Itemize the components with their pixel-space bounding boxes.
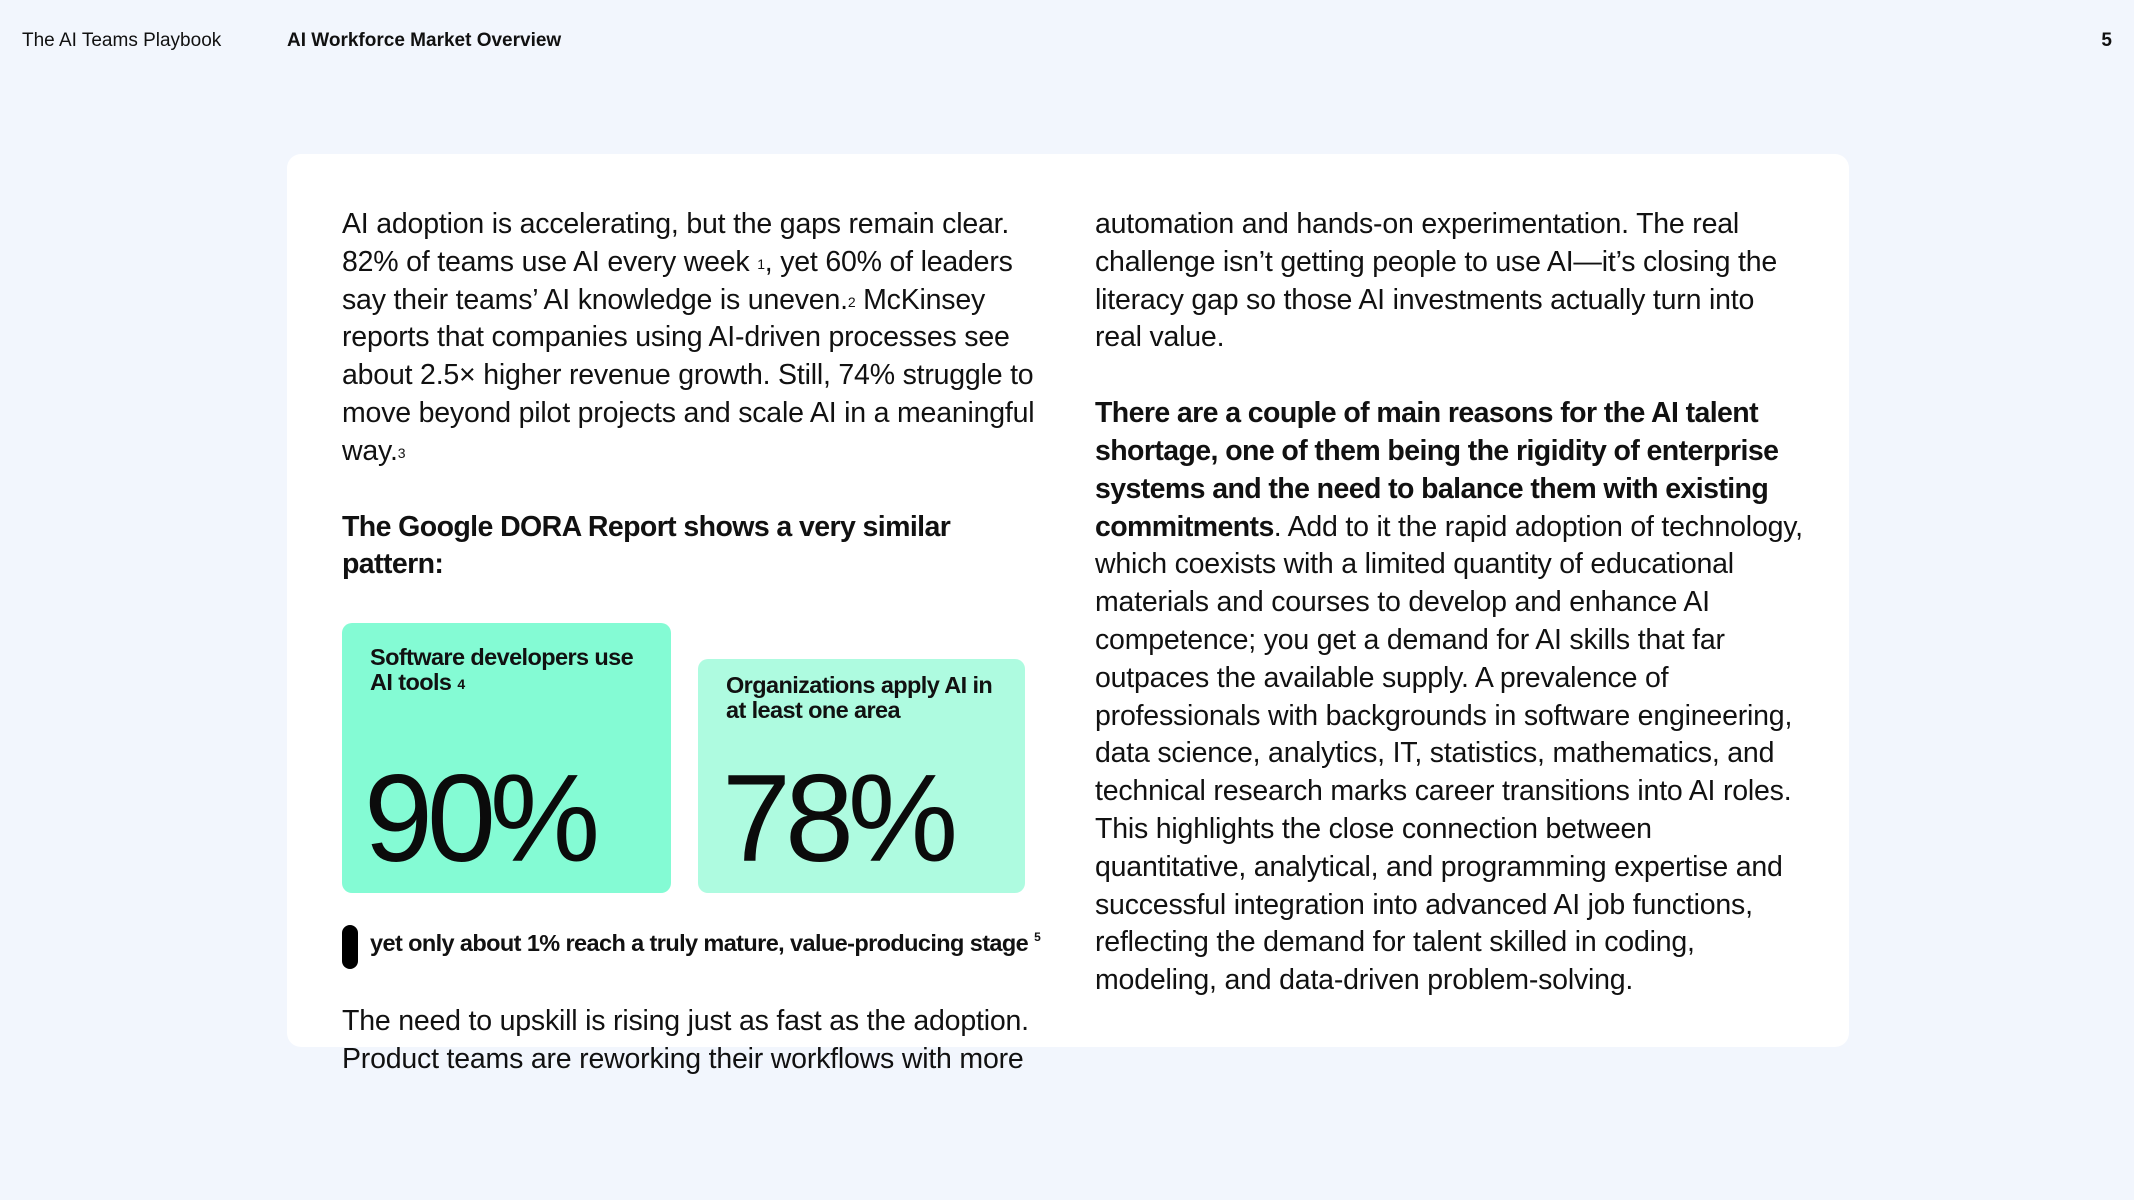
stat-label: Software developers use AI tools $^4$ <box>370 644 634 696</box>
stat-value: 78% <box>722 750 953 889</box>
footnote-5: 5 <box>1034 930 1041 945</box>
footnote-1: 1 <box>757 255 765 272</box>
intro-text-a: AI adoption is accelerating, but the gaps remain clear. 82% of teams use AI every week <box>342 208 1010 278</box>
reasons-bold: There are a couple of main reasons for the AI talent shortage, one of them being the rigidity of enterprise systems and the need to balance them with existing commitments <box>1095 397 1779 543</box>
stat-card-developers <box>342 623 671 893</box>
footnote-2: 2 <box>847 293 856 310</box>
continuation-paragraph: automation and hands-on experimentation. The real challenge isn’t getting people to use AI—it’s closing the literacy gap so those AI investments actually turn into real value. <box>1095 208 1778 354</box>
callout-bar <box>342 925 358 969</box>
stats-row <box>342 623 1042 895</box>
intro-paragraph <box>342 206 1042 471</box>
book-title: The AI Teams Playbook <box>22 30 222 51</box>
content-card <box>287 154 1849 1075</box>
right-column <box>1095 206 1805 1000</box>
section-title: AI Workforce Market Overview <box>287 30 562 51</box>
intro-text-b: , yet 60% of leaders say their teams’ AI knowledge is uneven. <box>342 245 1013 316</box>
page-header <box>0 30 2134 60</box>
reasons-rest: . Add to it the rapid adoption of technology, which coexists with a limited quantity of educational materials and courses to develop and enhance AI competence; you get a demand for AI skills that far outpaces the available supply. A prevalence of professionals with backgrounds in software engineering, data science, analytics, IT, statistics, mathematics, and technical research marks career transitions into AI roles. This highlights the close connection between quantitative, analytical, and programming expertise and successful integration into advanced AI job functions, reflecting the demand for talent skilled in coding, modeling, and data-driven problem-solving. <box>1095 510 1803 997</box>
footnote-3: 3 <box>397 444 406 461</box>
maturity-callout <box>342 925 1042 969</box>
dora-lead: The Google DORA Report shows a very similar pattern: <box>342 510 951 581</box>
stat-card-organizations <box>698 659 1025 893</box>
intro-text-c: McKinsey reports that companies using AI-driven processes see about 2.5× higher revenue growth. Still, 74% struggle to move beyond pilot projects and scale AI in a meaningful way. <box>342 283 1035 467</box>
left-column <box>342 206 1042 1079</box>
upskill-paragraph: The need to upskill is rising just as fast as the adoption. Product teams are reworking their workflows with more <box>342 1005 1029 1075</box>
stat-value: 90% <box>364 750 595 889</box>
callout-text: yet only about 1% reach a truly mature, value-producing stage $^5$ <box>370 930 1041 957</box>
page-number: 5 <box>2101 30 2112 51</box>
stat-label: Organizations apply AI in at least one area <box>726 672 993 724</box>
reasons-paragraph <box>1095 395 1805 1000</box>
footnote-4: 4 <box>457 676 465 693</box>
